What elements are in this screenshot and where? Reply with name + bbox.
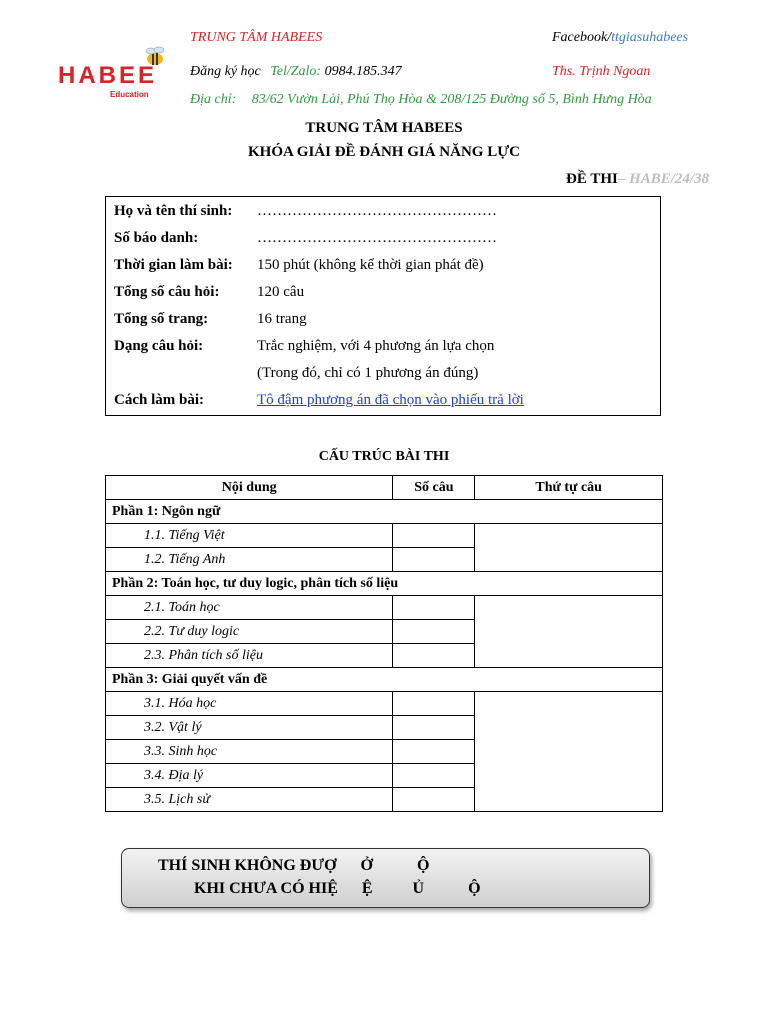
questions-value: 120 câu <box>257 284 305 300</box>
part1-heading: Phần 1: Ngôn ngữ <box>106 500 663 524</box>
facebook-info <box>552 30 688 46</box>
method-link[interactable]: Tô đậm phương án đã chọn vào phiếu trả lời <box>257 392 524 408</box>
address-label: Địa chỉ: <box>190 92 237 107</box>
notice-line-2: KHI CHƯA CÓ HIỆ Ệ Ủ Ộ <box>194 880 481 897</box>
sub-item: 3.3. Sinh học <box>106 740 393 764</box>
title-center: TRUNG TÂM HABEES <box>305 120 463 136</box>
table-row <box>106 692 663 716</box>
logo-subtitle: Education <box>110 90 149 99</box>
part3-heading: Phần 3: Giải quyết vấn đề <box>106 668 663 692</box>
register-label: Đăng ký học <box>190 64 261 79</box>
info-row-time <box>114 257 484 274</box>
time-label: Thời gian làm bài: <box>114 257 233 273</box>
info-row-pages <box>114 311 307 328</box>
sub-item: 2.2. Tư duy logic <box>106 620 393 644</box>
tel-number: 0984.185.347 <box>324 64 402 79</box>
structure-table <box>105 475 663 812</box>
order-cell <box>475 596 663 668</box>
sub-item: 1.1. Tiếng Việt <box>106 524 393 548</box>
info-row-type <box>114 338 494 355</box>
col-count-header: Số câu <box>393 476 475 500</box>
pages-label: Tổng số trang: <box>114 311 209 327</box>
count-cell <box>393 620 475 644</box>
teacher-name: Ths. Trịnh Ngoan <box>552 64 651 79</box>
table-row <box>106 668 663 692</box>
count-cell <box>393 596 475 620</box>
info-row-sbd <box>114 230 497 247</box>
count-cell <box>393 716 475 740</box>
table-row <box>106 524 663 548</box>
type-label: Dạng câu hỏi: <box>114 338 204 354</box>
table-row <box>106 500 663 524</box>
info-row-type-note <box>114 365 478 382</box>
sub-item: 3.2. Vật lý <box>106 716 393 740</box>
part2-heading: Phần 2: Toán học, tư duy logic, phân tích số liệu <box>106 572 663 596</box>
name-label: Họ và tên thí sinh: <box>114 203 233 219</box>
facebook-handle[interactable]: ttgiasuhabees <box>611 30 689 45</box>
sbd-value: ………………………………………… <box>257 230 497 246</box>
count-cell <box>393 524 475 548</box>
info-row-questions <box>114 284 304 301</box>
register-line <box>190 64 402 80</box>
exam-code-line <box>566 171 709 188</box>
time-value: 150 phút (không kể thời gian phát đề) <box>257 257 484 273</box>
habee-logo <box>58 58 168 108</box>
count-cell <box>393 644 475 668</box>
count-cell <box>393 764 475 788</box>
info-row-name <box>114 203 497 220</box>
logo-word: HABEE <box>58 62 158 89</box>
address-text: 83/62 Vườn Lài, Phú Thọ Hòa & 208/125 Đường số 5, Bình Hưng Hòa <box>251 92 652 107</box>
table-row <box>106 596 663 620</box>
order-cell <box>475 692 663 812</box>
facebook-label: Facebook/ <box>552 30 612 45</box>
count-cell <box>393 548 475 572</box>
name-value: ………………………………………… <box>257 203 497 219</box>
sub-item: 2.3. Phân tích số liệu <box>106 644 393 668</box>
info-row-method <box>114 392 524 409</box>
type-value: Trắc nghiệm, với 4 phương án lựa chọn <box>257 338 495 354</box>
col-order-header: Thứ tự câu <box>475 476 663 500</box>
method-label: Cách làm bài: <box>114 392 204 408</box>
structure-title: CẤU TRÚC BÀI THI <box>318 449 450 464</box>
order-cell <box>475 524 663 572</box>
sub-item: 2.1. Toán học <box>106 596 393 620</box>
exam-label: ĐỀ THI <box>566 171 618 187</box>
sub-item: 3.4. Địa lý <box>106 764 393 788</box>
type-note: (Trong đó, chỉ có 1 phương án đúng) <box>257 365 479 381</box>
sub-item: 1.2. Tiếng Anh <box>106 548 393 572</box>
table-row <box>106 572 663 596</box>
sub-item: 3.1. Hóa học <box>106 692 393 716</box>
tel-label: Tel/Zalo: <box>270 64 322 79</box>
candidate-info-box <box>105 196 661 416</box>
questions-label: Tổng số câu hỏi: <box>114 284 220 300</box>
exam-code: – HABE/24/38 <box>617 171 710 187</box>
center-name: TRUNG TÂM HABEES <box>190 30 323 45</box>
notice-box <box>121 848 650 908</box>
col-content-header: Nội dung <box>106 476 393 500</box>
title-course: KHÓA GIẢI ĐỀ ĐÁNH GIÁ NĂNG LỰC <box>248 144 520 160</box>
count-cell <box>393 788 475 812</box>
notice-line-1: THÍ SINH KHÔNG ĐƯỢ Ở Ộ <box>158 857 430 874</box>
sbd-label: Số báo danh: <box>114 230 199 246</box>
table-header-row <box>106 476 663 500</box>
address-line <box>190 92 652 108</box>
sub-item: 3.5. Lịch sử <box>106 788 393 812</box>
pages-value: 16 trang <box>257 311 307 327</box>
count-cell <box>393 740 475 764</box>
count-cell <box>393 692 475 716</box>
